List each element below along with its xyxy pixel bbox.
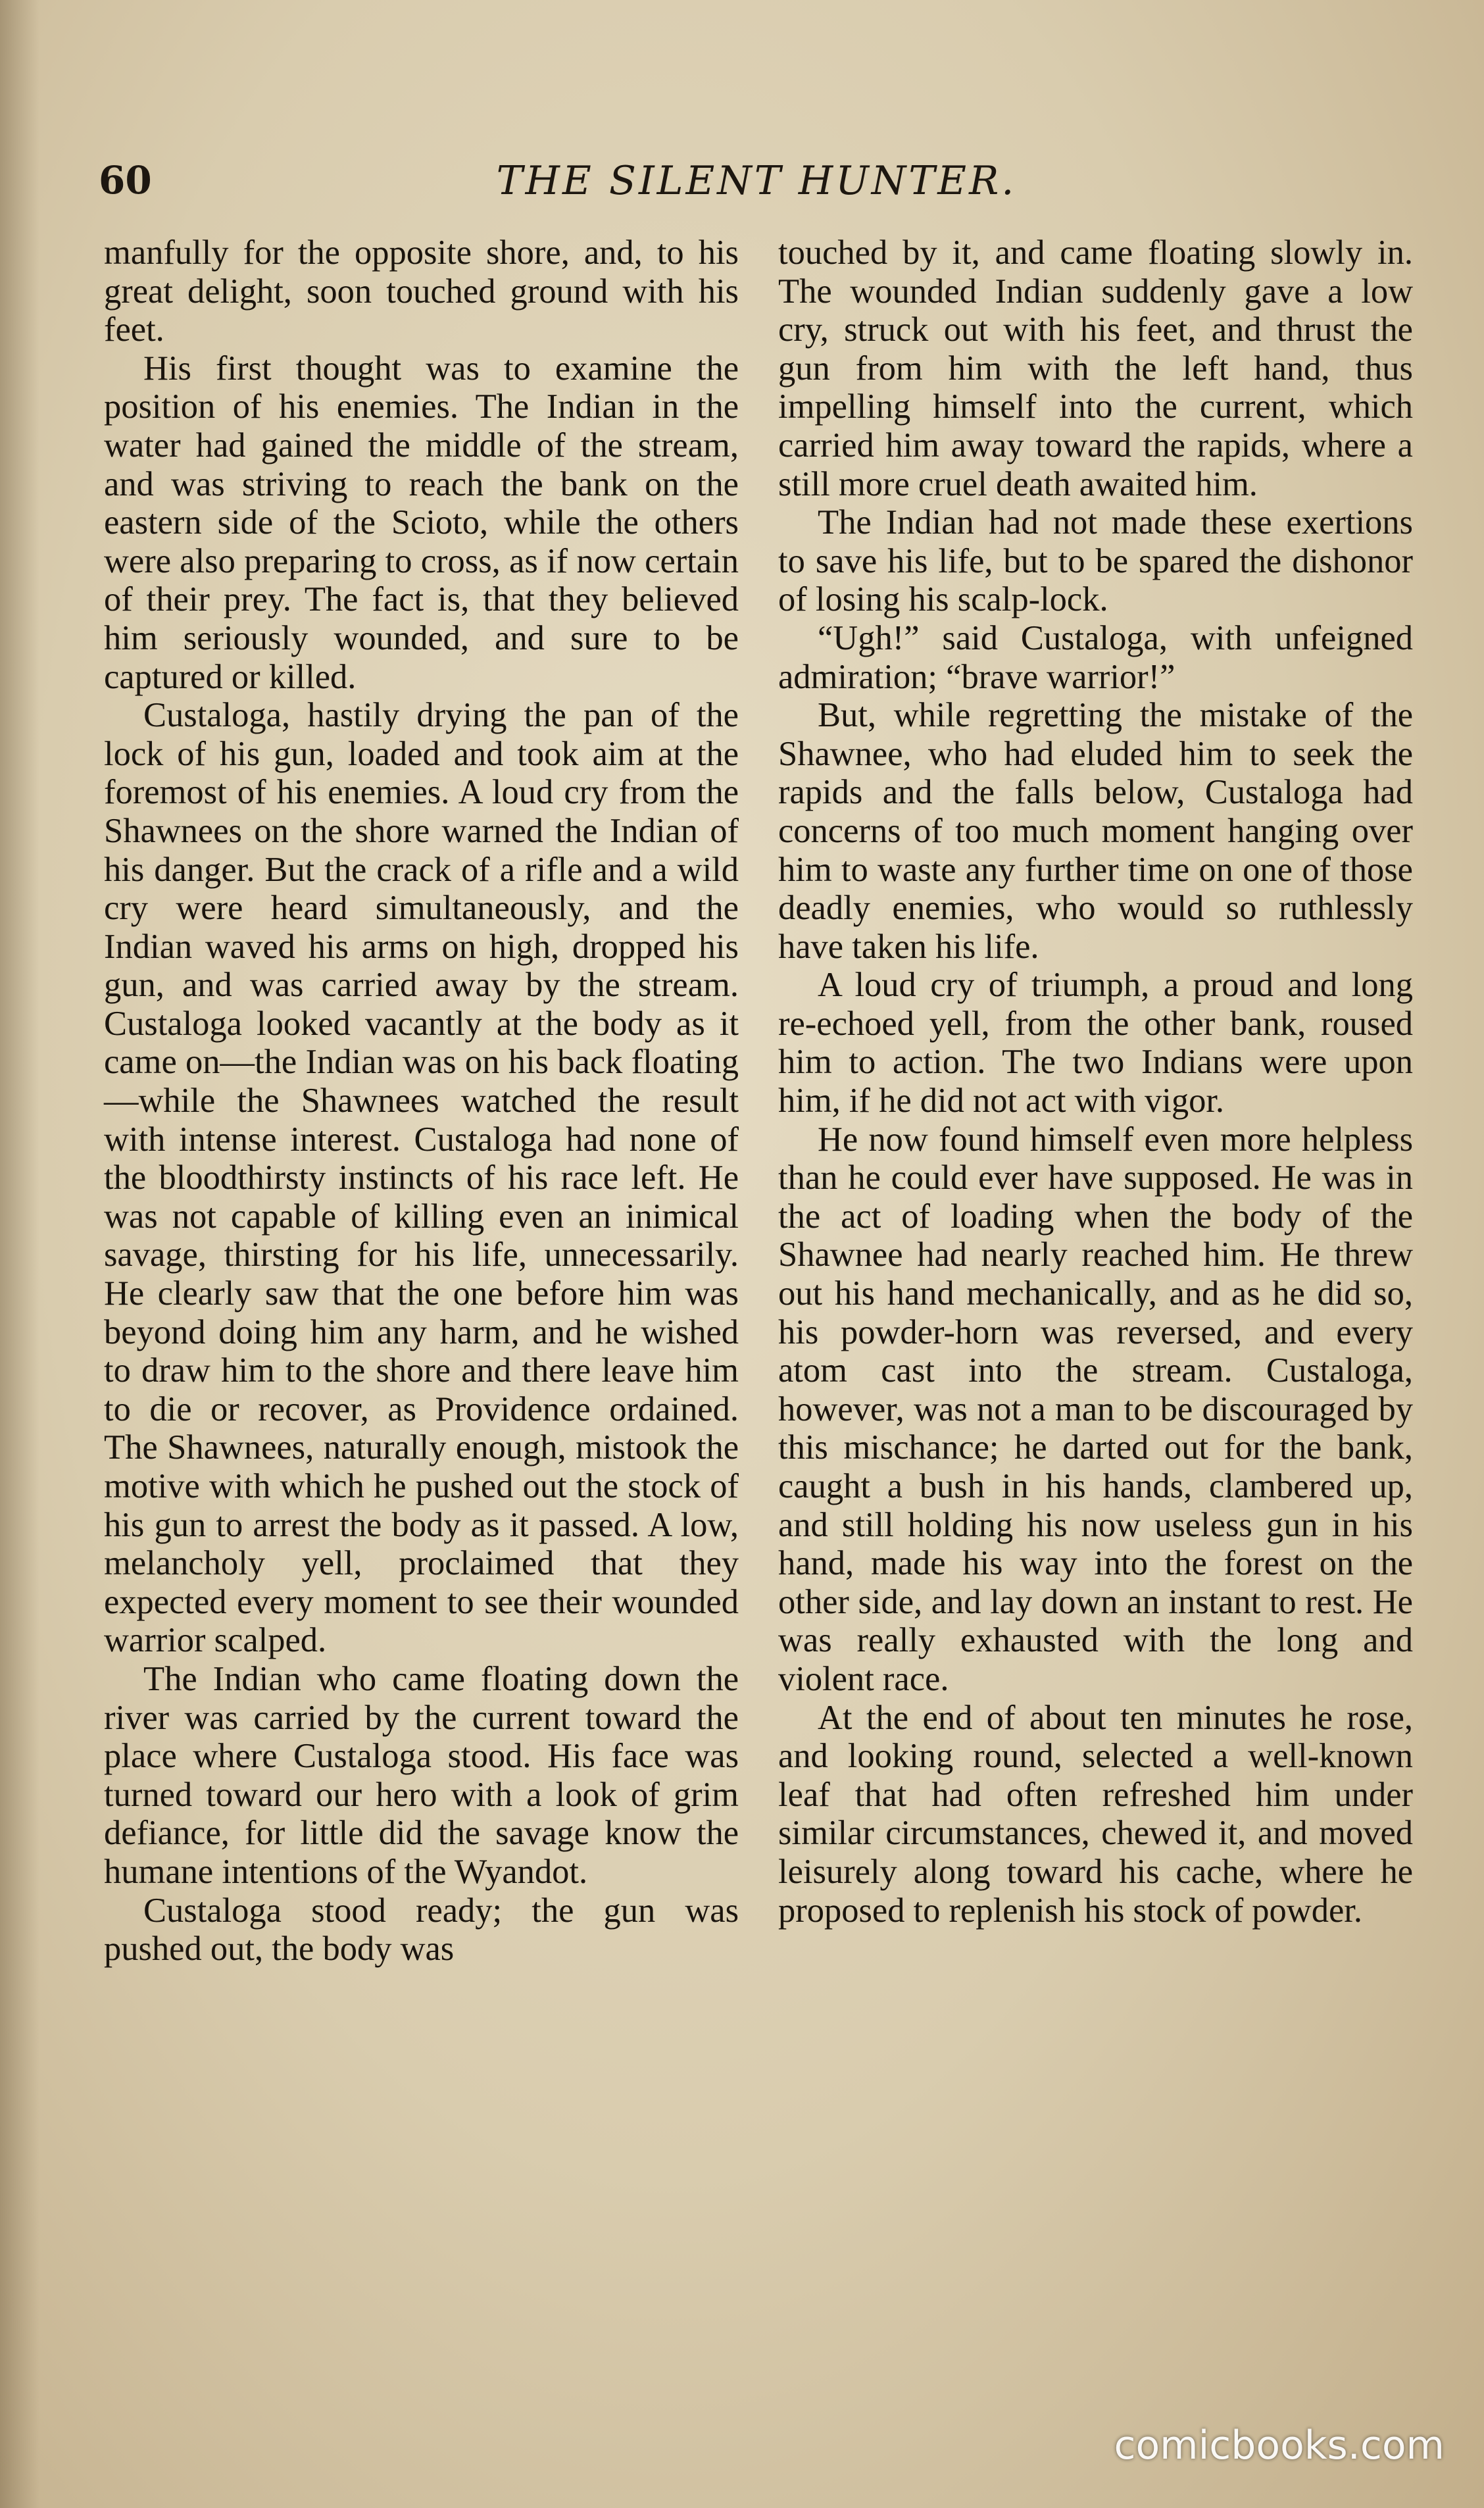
page-number: 60	[99, 158, 152, 203]
paragraph: A loud cry of triumph, a proud and long re-echoed yell, from the other bank, roused him to action. The two Indians were upon him, if he did not act with vigor.	[778, 966, 1413, 1120]
paragraph: The Indian who came floating down the river was carried by the current toward the place where Custaloga stood. His face was turned toward our hero with a look of grim defiance, for little did the savage know the humane intentions of the Wyandot.	[104, 1659, 739, 1891]
paragraph: touched by it, and came floating slowly in. The wounded Indian suddenly gave a low cry, struck out with his feet, and thrust the gun from him with the left hand, thus impelling himself into the current, which carried him away toward the rapids, where a still more cruel death awaited him.	[778, 234, 1413, 503]
running-head: THE SILENT HUNTER.	[496, 158, 1017, 204]
paragraph: But, while regretting the mistake of the Shawnee, who had eluded him to seek the rapids and the falls below, Custaloga had concerns of too much moment hanging over him to waste any further time on one of those deadly enemies, who would so ruthlessly have taken his life.	[778, 696, 1413, 966]
paragraph: Custaloga, hastily drying the pan of the lock of his gun, loaded and took aim at the foremost of his enemies. A loud cry from the Shawnees on the shore warned the Indian of his danger. But the crack of a rifle and a wild cry were heard simultaneously, and the Indian waved his arms on high, dropped his gun, and was carried away by the stream. Custaloga looked vacantly at the body as it came on—the Indian was on his back floating—while the Shawnees watched the result with intense interest. Custaloga had none of the bloodthirsty instincts of his race left. He was not capable of killing even an inimical savage, thirsting for his life, unnecessarily. He clearly saw that the one before him was beyond doing him any harm, and he wished to draw him to the shore and there leave him to die or recover, as Providence ordained. The Shawnees, naturally enough, mistook the motive with which he pushed out the stock of his gun to arrest the body as it passed. A low, melancholy yell, proclaimed that they expected every moment to see their wounded warrior scalped.	[104, 696, 739, 1660]
paragraph: manfully for the opposite shore, and, to his great delight, soon touched ground with his feet.	[104, 234, 739, 349]
page-edge-shadow	[0, 0, 39, 2508]
right-column	[778, 234, 1413, 1930]
paragraph: Custaloga stood ready; the gun was pushed out, the body was	[104, 1891, 739, 1969]
paragraph: His first thought was to examine the position of his enemies. The Indian in the water had gained the middle of the stream, and was striving to reach the bank on the eastern side of the Scioto, while the others were also preparing to cross, as if now certain of their prey. The fact is, that they believed him seriously wounded, and sure to be captured or killed.	[104, 349, 739, 696]
paragraph: At the end of about ten minutes he rose, and looking round, selected a well-known leaf that had often refreshed him under similar circumstances, chewed it, and moved leisurely along toward his cache, where he proposed to replenish his stock of powder.	[778, 1698, 1413, 1930]
paragraph: “Ugh!” said Custaloga, with unfeigned admiration; “brave warrior!”	[778, 618, 1413, 696]
left-column	[104, 234, 739, 1969]
paragraph: He now found himself even more helpless than he could ever have supposed. He was in the act of loading when the body of the Shawnee had nearly reached him. He threw out his hand mechanically, and as he did so, his powder-horn was reversed, and every atom cast into the stream. Custaloga, however, was not a man to be discouraged by this mischance; he darted out for the bank, caught a bush in his hands, clambered up, and still holding his now useless gun in his hand, made his way into the forest on the other side, and lay down an instant to rest. He was really exhausted with the long and violent race.	[778, 1120, 1413, 1698]
paragraph: The Indian had not made these exertions to save his life, but to be spared the dishonor of losing his scalp-lock.	[778, 503, 1413, 619]
page-header	[99, 151, 1414, 224]
watermark: comicbooks.com	[1114, 2422, 1445, 2469]
